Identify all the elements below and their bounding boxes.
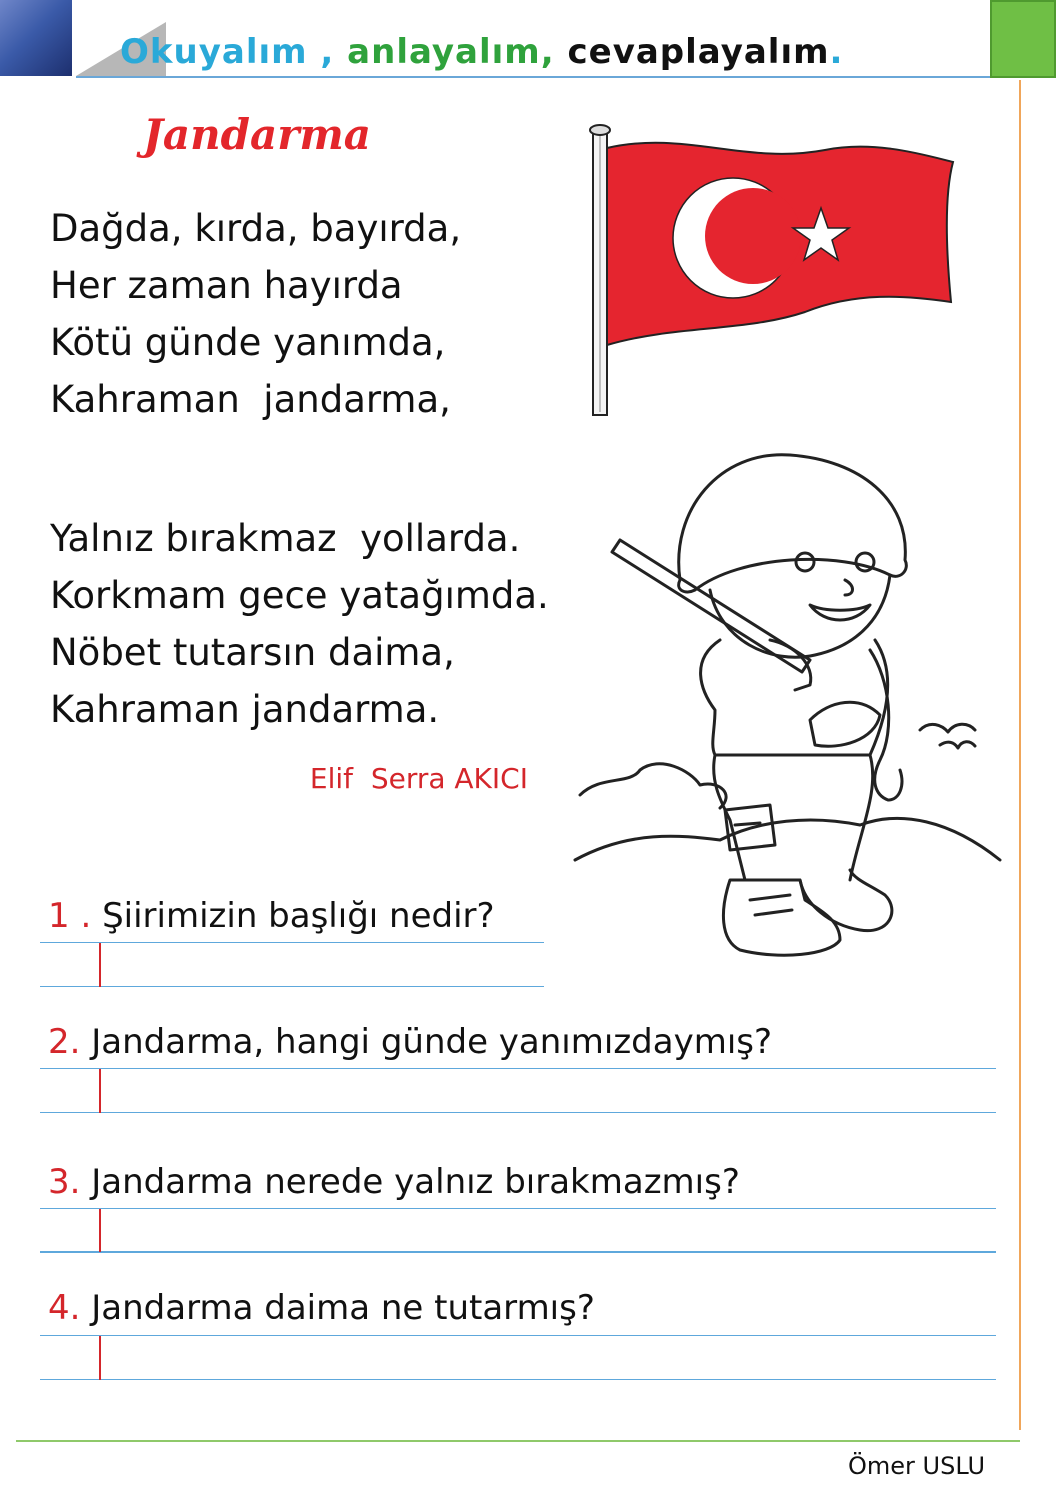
question-text: Jandarma daima ne tutarmış? [91,1288,595,1328]
poem-line: Kahraman jandarma, [50,378,451,421]
header-title-dot: . [829,32,844,72]
poem-line: Dağda, kırda, bayırda, [50,207,462,250]
footer-divider [16,1440,1020,1442]
corner-decoration-blue [0,0,72,76]
poem-stanza-2 [50,510,549,738]
question-2 [48,1022,772,1062]
question-number: 2. [48,1022,81,1062]
soldier-illustration [570,440,1010,975]
poem-author: Elif Serra AKICI [309,762,528,795]
corner-decoration-green [990,0,1056,78]
margin-mark [99,1336,101,1380]
margin-mark [99,1209,101,1252]
header-title-part3: cevaplayalım [567,32,830,72]
answer-line-4[interactable] [40,1379,996,1380]
answer-guide-line [40,942,544,943]
answer-guide-line [40,1335,996,1336]
header-title-part2: anlayalım, [347,32,555,72]
poem-title: Jandarma [143,110,371,159]
poem-line: Korkmam gece yatağımda. [50,574,549,617]
answer-guide-line [40,1208,996,1209]
poem-line: Yalnız bırakmaz yollarda. [50,517,521,560]
footer-signature: Ömer USLU [848,1452,986,1480]
question-number: 3. [48,1162,81,1202]
question-number: 4. [48,1288,81,1328]
page-header-title [120,32,843,72]
margin-mark [99,1069,101,1113]
question-text: Jandarma nerede yalnız bırakmazmış? [91,1162,740,1202]
right-margin-rule [1019,80,1021,1430]
poem-stanza-1 [50,200,461,428]
answer-line-2[interactable] [40,1112,996,1113]
question-1 [48,896,495,936]
question-3 [48,1162,740,1202]
poem-line: Kötü günde yanımda, [50,321,446,364]
question-text: Jandarma, hangi günde yanımızdaymış? [91,1022,773,1062]
poem-line: Kahraman jandarma. [50,688,440,731]
question-text: Şiirimizin başlığı nedir? [102,896,495,936]
answer-line-3[interactable] [40,1251,996,1253]
answer-line-1[interactable] [40,986,544,987]
margin-mark [99,943,101,987]
header-title-part1: Okuyalım , [120,32,335,72]
question-4 [48,1288,595,1328]
poem-line: Her zaman hayırda [50,264,403,307]
poem-line: Nöbet tutarsın daima, [50,631,455,674]
header-divider [76,76,990,78]
answer-guide-line [40,1068,996,1069]
question-number: 1 . [48,896,92,936]
turkish-flag-illustration [575,120,975,420]
